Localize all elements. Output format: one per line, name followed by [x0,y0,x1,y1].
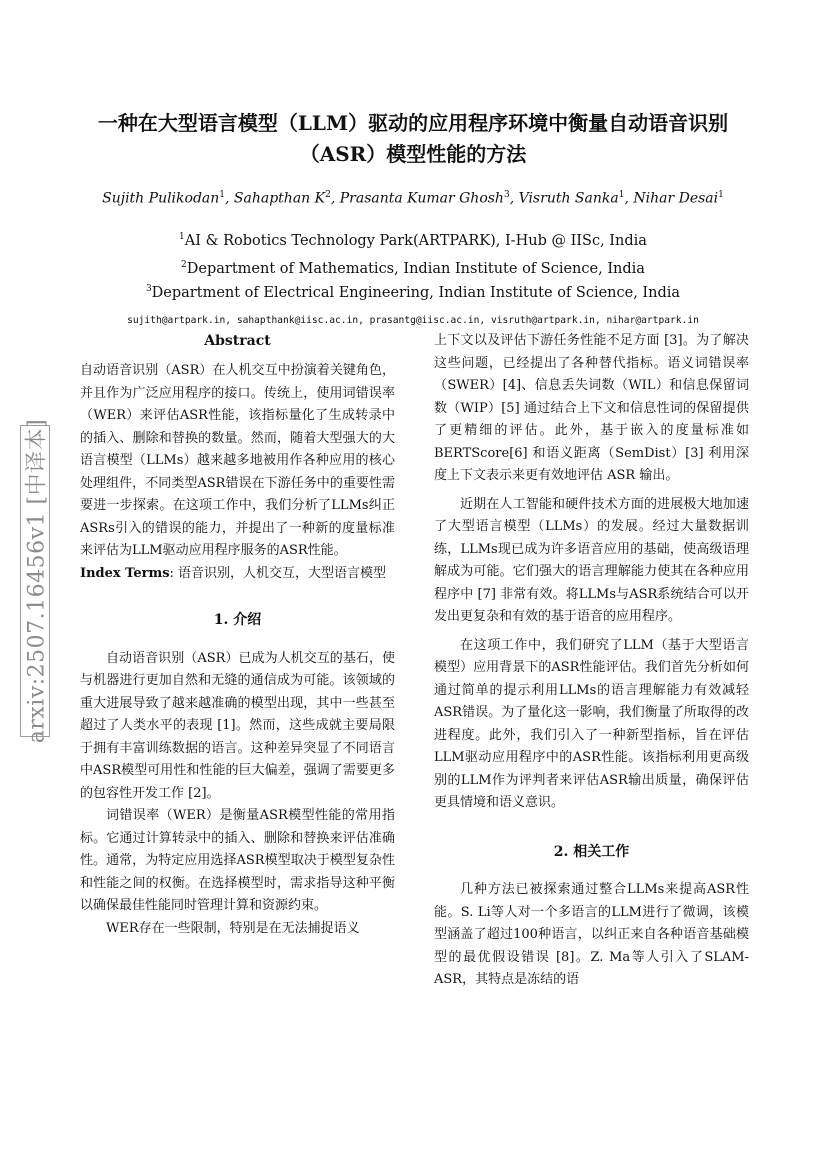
affiliation-sup: 3 [145,284,152,294]
email-list: sujith@artpark.in, sahapthank@iisc.ac.in, prasantg@iisc.ac.in, visruth@artpark.in, nihar@artpark.in [127,315,699,326]
right-column [434,330,749,992]
author-name: Sahapthan K [233,190,326,207]
arxiv-watermark [20,418,50,744]
affiliation-sup: 2 [181,260,187,270]
paper-title [60,108,766,170]
author-name: Visruth Sanka [518,190,619,207]
affiliation-text: Department of Electrical Engineering, Indian Institute of Science, India [151,284,681,301]
intro-paragraph-3: WER存在一些限制，特别是在无法捕捉语义 [106,920,360,936]
affiliation-sup: 1 [179,232,185,242]
author-sup: 1 [618,190,625,200]
intro-paragraph-4: 近期在人工智能和硬件技术方面的进展极大地加速了大型语言模型（LLMs）的发展。经过大量数据训练，LLMs现已成为许多语音应用的基础，使高级语理解成为可能。它们强大的语言理解能力使其在各种应用程序中 [7] 非常有效。将LLMs与ASR系统结合可以开发出更复杂和有效的基于语音的应用程序。 [434,496,749,624]
abstract-heading: Abstract [204,333,271,349]
author-sup: 1 [219,190,226,200]
affiliation-2 [40,260,786,277]
author-sup: 3 [503,190,510,200]
abstract-body: 自动语音识别（ASR）在人机交互中扮演着关键角色，并且作为广泛应用程序的接口。传统上，使用词错误率（WER）来评估ASR性能，该指标量化了生成转录中的插入、删除和替换的数量。然而，随着大型强大的大语言模型（LLMs）越来越多地被用作各种应用的核心处理组件，不同类型ASR错误在下游任务中的重要性需要进一步探索。在这项工作中，我们分析了LLMs纠正ASRs引入的错误的能力，并提出了一种新的度量标准来评估为LLM驱动应用程序服务的ASR性能。 [80,363,395,558]
index-terms-text: : 语音识别，人机交互，大型语言模型 [169,565,387,581]
author-name: Prasanta Kumar Ghosh [339,190,504,207]
author-name: Nihar Desai [633,190,719,207]
affiliation-3 [40,284,786,301]
author-sup: 2 [325,190,331,200]
affiliation-1 [40,232,786,249]
index-terms-label: Index Terms [80,565,170,581]
intro-paragraph-1: 自动语音识别（ASR）已成为人机交互的基石，使与机器进行更加自然和无缝的通信成为可能。该领域的重大进展导致了越来越准确的模型出现，其中一些甚至超过了人类水平的表现 [1]。然而，这些成就主要局限于拥有丰富训练数据的语言。这种差异突显了不同语言中ASR模型可用性和性能的巨大偏差，强调了需要更多的包容性开发工作 [2]。 [80,650,395,801]
left-column [80,330,395,940]
title-line-1: 一种在大型语言模型（LLM）驱动的应用程序环境中衡量自动语音识别 [97,111,729,135]
section-2-heading: 2. 相关工作 [553,843,630,860]
author-list: Sujith Pulikodan$^1$, Sahapthan $K^2$, Prasanta Kumar Ghosh$^3$, Visruth Sanka$^1$, Nihar Desai$^1$ [102,190,724,207]
author-sup: 1 [718,190,724,200]
affiliation-text: AI & Robotics Technology Park(ARTPARK), I-Hub @ IISc, India [184,232,647,249]
intro-paragraph-2: 词错误率（WER）是衡量ASR模型性能的常用指标。它通过计算转录中的插入、删除和替换来评估准确性。通常，为特定应用选择ASR模型取决于模型复杂性和性能之间的权衡。在选择模型时，需求指导这种平衡以确保最佳性能同时管理计算和资源约束。 [80,808,395,913]
index-terms [80,563,395,586]
section-1-heading: 1. 介绍 [213,612,262,628]
arxiv-watermark-text: arxiv:2507.16456v1 [中译本] [24,418,50,744]
intro-paragraph-5: 在这项工作中，我们研究了LLM（基于大型语言模型）应用背景下的ASR性能评估。我们首先分析如何通过简单的提示利用LLMs的语言理解能力有效减轻ASR错误。为了量化这一影响，我们衡量了所取得的改进程度。此外，我们引入了一种新型指标，旨在评估LLM驱动应用程序中的ASR性能。该指标利用更高级别的LLM作为评判者来评估ASR输出质量，确保评估更具情境和语义意识。 [434,637,749,810]
related-paragraph-1: 几种方法已被探索通过整合LLMs来提高ASR性能。S. Li等人对一个多语言的LLM进行了微调，该模型涵盖了超过100种语言，以纠正来自各种语音基础模型的最优假设错误 [8]。Z. Ma等人引入了SLAM-ASR，其特点是冻结的语 [434,882,749,987]
title-line-2: （ASR）模型性能的方法 [299,142,527,166]
author-name: Sujith Pulikodan [102,190,220,207]
related-paragraph-0: 上下文以及评估下游任务性能不足方面 [3]。为了解决这些问题，已经提出了各种替代指标。语义词错误率（SWER）[4]、信息丢失词数（WIL）和信息保留词数（WIP）[5] 通过结合上下文和信息性词的保留提供了更精细的评估。此外，基于嵌入的度量标准如 BERTScore[6] 和语义距离（SemDist）[3] 利用深度上下文表示来更有效地评估 ASR 输出。 [434,333,749,483]
affiliation-text: Department of Mathematics, Indian Institute of Science, India [186,260,645,277]
